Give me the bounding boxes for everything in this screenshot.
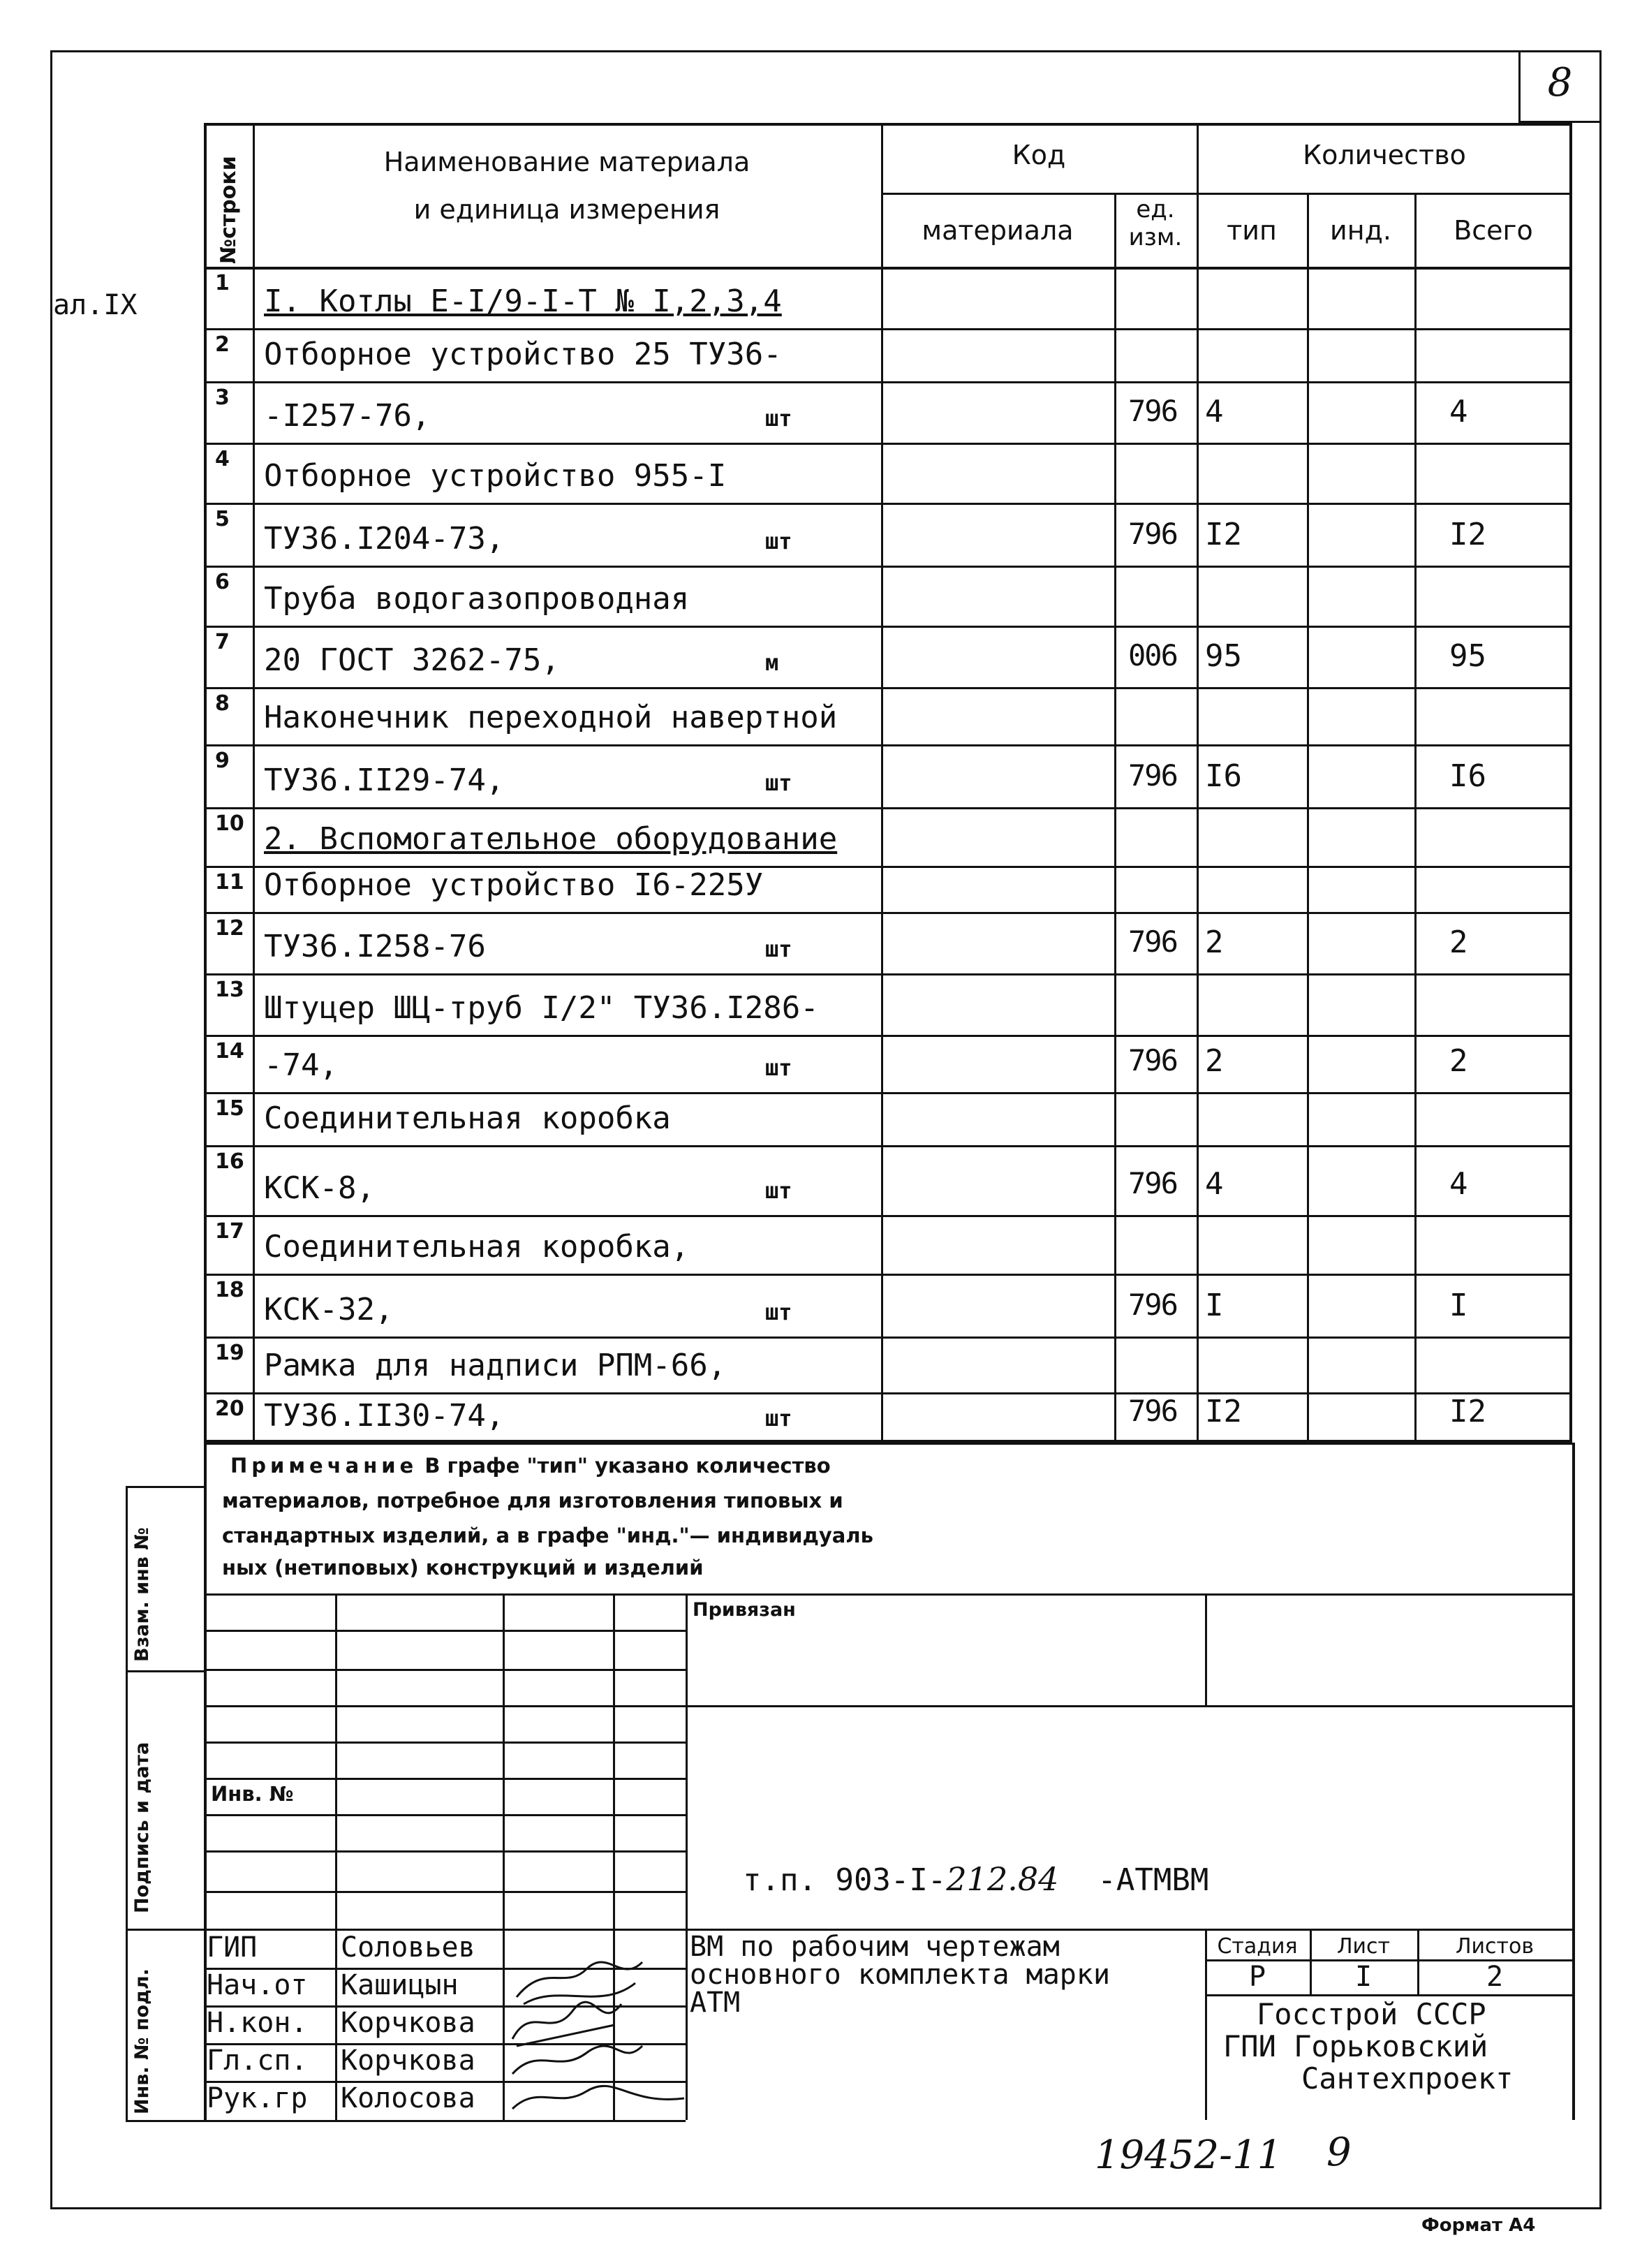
stamp-name: Корчкова	[341, 2007, 475, 2039]
row-unit-code: 006	[1128, 638, 1177, 672]
row-unit-code: 796	[1128, 1043, 1177, 1077]
header-name-line1: Наименование материала	[383, 147, 750, 177]
row-separator	[204, 1092, 1572, 1094]
row-unit: шт	[765, 1054, 792, 1081]
row-number: 8	[215, 691, 230, 716]
sheets-label: Листов	[1455, 1934, 1535, 1959]
header-mid-line	[881, 193, 1572, 195]
row-unit-code: 796	[1128, 394, 1177, 428]
sheets-value: 2	[1486, 1961, 1504, 1993]
row-number: 1	[215, 271, 230, 295]
doc-code-prefix: т.п. 903-I-	[743, 1862, 947, 1898]
row-number: 15	[215, 1096, 244, 1121]
col-line-ind	[1414, 193, 1417, 1443]
row-name: 2. Вспомогательное оборудование	[264, 821, 838, 857]
col-line-rownum	[253, 123, 255, 1443]
side-stamp-top	[126, 1486, 204, 1488]
row-number: 9	[215, 749, 230, 773]
doc-code-hand: 212.84	[946, 1860, 1059, 1898]
row-name: ТУ36.I258-76	[264, 929, 486, 964]
row-name: Соединительная коробка	[264, 1100, 671, 1136]
row-name: Наконечник переходной навертной	[264, 700, 838, 735]
row-name: Штуцер ШЦ-труб I/2" ТУ36.I286-	[264, 990, 819, 1026]
row-separator	[204, 1145, 1572, 1147]
row-number: 4	[215, 447, 230, 471]
side-label: ал.IX	[53, 289, 138, 321]
col-line-unit	[1197, 123, 1199, 1443]
row-unit-code: 796	[1128, 1288, 1177, 1322]
row-type-qty: 4	[1205, 1166, 1224, 1202]
row-separator	[204, 1443, 1572, 1445]
row-type-qty: I2	[1205, 1394, 1242, 1429]
stamp-right-border	[1572, 1443, 1575, 2120]
row-number: 6	[215, 570, 230, 594]
row-unit-code: 796	[1128, 1394, 1177, 1428]
row-number: 10	[215, 811, 244, 836]
row-name: I. Котлы Е-I/9-I-Т № I,2,3,4	[264, 284, 782, 319]
row-unit: шт	[765, 936, 792, 962]
stamp-col-a	[335, 1593, 337, 2120]
sheet-label: Лист	[1336, 1934, 1391, 1959]
row-unit: м	[765, 649, 779, 676]
stamp-role: Рук.гр	[207, 2082, 308, 2114]
header-row-no: №строки	[216, 156, 241, 264]
row-unit: шт	[765, 1405, 792, 1431]
row-total-qty: I6	[1449, 758, 1486, 794]
note-line3: стандартных изделий, а в графе "инд."— индивидуаль	[222, 1524, 873, 1547]
row-total-qty: 2	[1449, 925, 1468, 960]
row-separator	[204, 626, 1572, 628]
row-name: ТУ36.I204-73,	[264, 521, 505, 557]
row-total-qty: I2	[1449, 1394, 1486, 1429]
header-unit-line1: ед.	[1136, 196, 1175, 223]
row-unit-code: 796	[1128, 517, 1177, 551]
stage-value: Р	[1248, 1961, 1266, 1993]
header-bottom-line	[204, 267, 1572, 270]
row-separator	[204, 807, 1572, 809]
side-vzam: Взам. инв №	[131, 1527, 153, 1662]
row-total-qty: 95	[1449, 638, 1486, 674]
row-separator	[204, 912, 1572, 914]
header-name-line2: и единица измерения	[413, 194, 720, 225]
org-line3: Сантехпроект	[1301, 2061, 1514, 2096]
doc-title-line3: АТМ	[690, 1987, 741, 2019]
row-separator	[204, 744, 1572, 746]
row-separator	[204, 1274, 1572, 1276]
stamp-name: Соловьев	[341, 1931, 475, 1964]
row-number: 19	[215, 1341, 244, 1365]
stamp-line-r	[1205, 1994, 1572, 1996]
row-type-qty: 2	[1205, 925, 1224, 960]
side-podpis: Подпись и дата	[131, 1742, 153, 1913]
row-name: Рамка для надписи РПМ-66,	[264, 1348, 727, 1383]
stamp-name: Колосова	[341, 2082, 475, 2114]
bottom-hand-number: 19452-11	[1095, 2133, 1282, 2178]
stamp-name: Корчкова	[341, 2045, 475, 2077]
row-unit-code: 796	[1128, 925, 1177, 959]
row-name: -74,	[264, 1047, 338, 1083]
row-name: ТУ36.II30-74,	[264, 1398, 505, 1434]
stamp-role: ГИП	[207, 1931, 258, 1964]
col-line-type	[1307, 193, 1309, 1443]
format-label: Формат А4	[1421, 2215, 1536, 2236]
row-number: 7	[215, 630, 230, 654]
row-separator	[204, 443, 1572, 445]
note-line1	[230, 1454, 831, 1478]
side-stamp-left	[126, 1486, 128, 2121]
col-line-name	[881, 123, 883, 1443]
row-name: Отборное устройство 955-I	[264, 458, 727, 494]
doc-code	[743, 1860, 1208, 1898]
bottom-hand-number-2: 9	[1326, 2130, 1352, 2175]
row-name: ТУ36.II29-74,	[264, 763, 505, 798]
stamp-col-e	[1205, 1593, 1207, 1705]
row-number: 20	[215, 1397, 244, 1421]
row-unit: шт	[765, 770, 792, 796]
row-total-qty: 4	[1449, 1166, 1468, 1202]
stamp-name: Кашицын	[341, 1969, 459, 2001]
stage-label: Стадия	[1217, 1934, 1298, 1959]
row-number: 14	[215, 1039, 244, 1063]
row-unit: шт	[765, 1299, 792, 1325]
row-name: КСК-8,	[264, 1170, 375, 1206]
sheet-number: 8	[1547, 60, 1573, 105]
row-unit: шт	[765, 1177, 792, 1204]
side-inv: Инв. № подл.	[131, 1968, 153, 2114]
row-number: 18	[215, 1278, 244, 1302]
note-lead: Примечание	[230, 1454, 418, 1478]
row-unit: шт	[765, 528, 792, 554]
row-separator	[204, 973, 1572, 975]
row-name: Труба водогазопроводная	[264, 581, 690, 617]
row-separator	[204, 328, 1572, 330]
row-number: 11	[215, 870, 244, 894]
stamp-line-a	[204, 1593, 1572, 1596]
stamp-role: Н.кон.	[207, 2007, 308, 2039]
row-name: Отборное устройство I6-225У	[264, 867, 764, 903]
row-type-qty: I6	[1205, 758, 1242, 794]
row-name: Соединительная коробка,	[264, 1229, 690, 1265]
col-line-material	[1114, 193, 1116, 1443]
header-unit-line2: изм.	[1128, 223, 1183, 251]
privyazan-label: Привязан	[693, 1599, 796, 1621]
note-line2: материалов, потребное для изготовления типовых и	[222, 1489, 843, 1512]
row-unit-code: 796	[1128, 1166, 1177, 1200]
row-type-qty: I	[1205, 1288, 1224, 1323]
header-ind: инд.	[1330, 215, 1391, 246]
row-separator	[204, 381, 1572, 383]
row-number: 16	[215, 1149, 244, 1174]
row-separator	[204, 566, 1572, 568]
header-quantity: Количество	[1303, 140, 1466, 170]
signature-scribbles	[503, 1934, 698, 2137]
row-number: 5	[215, 507, 230, 531]
side-stamp-div2	[126, 1929, 204, 1931]
row-number: 12	[215, 916, 244, 941]
row-type-qty: 95	[1205, 638, 1242, 674]
row-name: КСК-32,	[264, 1292, 394, 1327]
row-number: 17	[215, 1219, 244, 1244]
row-name: -I257-76,	[264, 398, 431, 434]
row-separator	[204, 1035, 1572, 1037]
row-separator	[204, 1392, 1572, 1394]
row-type-qty: 2	[1205, 1043, 1224, 1079]
row-separator	[204, 687, 1572, 689]
row-unit: шт	[765, 405, 792, 432]
row-total-qty: I	[1449, 1288, 1468, 1323]
row-separator	[204, 503, 1572, 505]
row-total-qty: 2	[1449, 1043, 1468, 1079]
row-total-qty: 4	[1449, 394, 1468, 429]
header-code: Код	[1012, 140, 1066, 170]
doc-code-suffix: -АТМВМ	[1097, 1862, 1209, 1898]
doc-title-line2: основного комплекта марки	[690, 1959, 1111, 1991]
row-number: 13	[215, 978, 244, 1002]
header-total: Всего	[1454, 215, 1533, 246]
row-number: 3	[215, 385, 230, 410]
row-name: Отборное устройство 25 ТУ36-	[264, 337, 782, 372]
note-line4: ных (нетиповых) конструкций и изделий	[222, 1556, 704, 1580]
header-material: материала	[922, 215, 1074, 246]
org-line2: ГПИ Горьковский	[1223, 2029, 1488, 2063]
row-type-qty: I2	[1205, 517, 1242, 552]
org-line1: Госстрой СССР	[1257, 1997, 1486, 2031]
side-stamp-bottom	[126, 2120, 204, 2122]
stamp-role: Гл.сп.	[207, 2045, 308, 2077]
row-total-qty: I2	[1449, 517, 1486, 552]
header-type: тип	[1227, 215, 1277, 246]
stamp-line-d	[686, 1705, 1572, 1707]
doc-title-line1: ВМ по рабочим чертежам	[690, 1931, 1060, 1963]
row-type-qty: 4	[1205, 394, 1224, 429]
row-separator	[204, 1215, 1572, 1217]
sheet-value: I	[1354, 1961, 1373, 1993]
inv-no-label: Инв. №	[211, 1782, 294, 1806]
row-number: 2	[215, 332, 230, 357]
row-name: 20 ГОСТ 3262-75,	[264, 642, 560, 678]
row-separator	[204, 1336, 1572, 1339]
doc-title	[690, 1933, 1110, 2017]
note-line1-rest: В графе "тип" указано количество	[417, 1454, 831, 1478]
row-unit-code: 796	[1128, 758, 1177, 793]
side-stamp-div1	[126, 1670, 204, 1672]
stamp-role: Нач.от	[207, 1969, 308, 2001]
